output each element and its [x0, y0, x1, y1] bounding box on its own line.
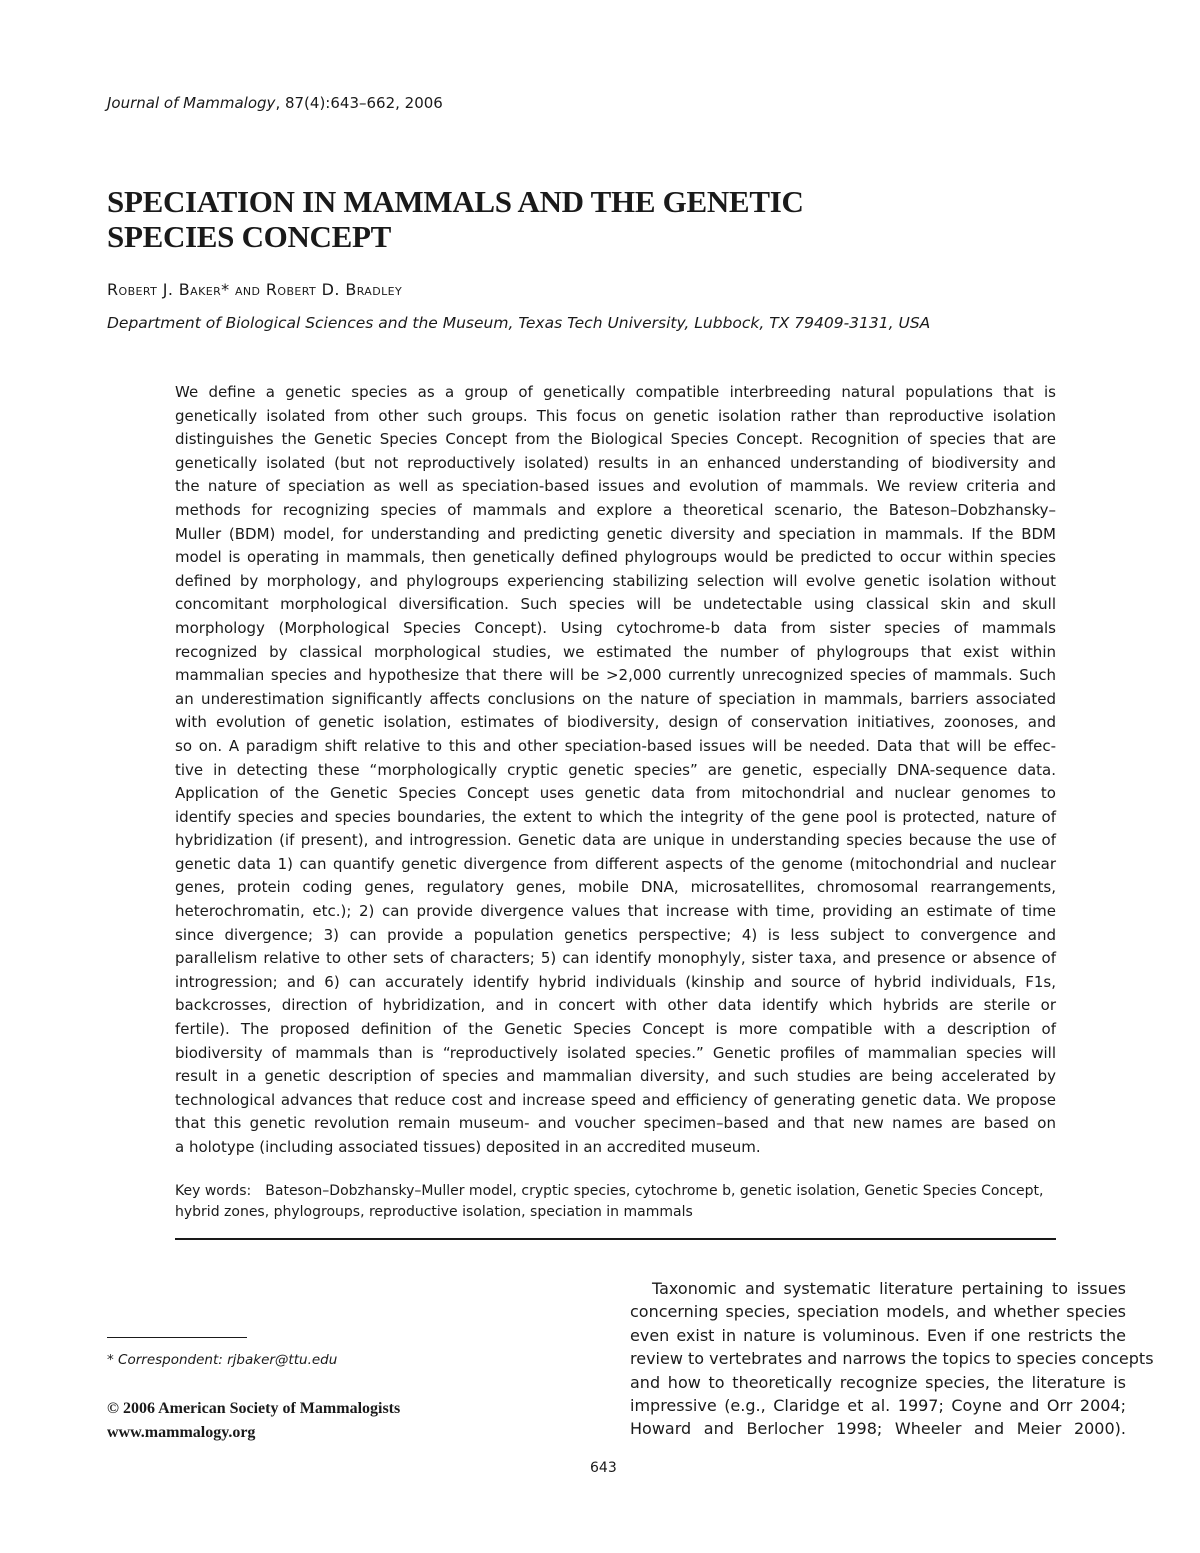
- abstract-line: mammalian species and hypothesize that there will be >2,000 currently unrecognized species of mammals. Such: [175, 666, 1056, 685]
- abstract-line: a holotype (including associated tissues) deposited in an accredited museum.: [175, 1138, 761, 1156]
- body-text-line: impressive (e.g., Claridge et al. 1997; Coyne and Orr 2004;: [630, 1395, 1126, 1415]
- body-text-line: review to vertebrates and narrows the topics to species concepts: [630, 1349, 1154, 1369]
- abstract-line: hybridization (if present), and introgression. Genetic data are unique in understanding species because the use of: [175, 831, 1056, 850]
- author-affiliation: Department of Biological Sciences and the Museum, Texas Tech University, Lubbock, TX 79409-3131, USA: [107, 314, 931, 332]
- abstract-line: so on. A paradigm shift relative to this and other speciation-based issues will be needed. Data that will be effec-: [175, 736, 1056, 755]
- author-list: Robert J. Baker* and Robert D. Bradley: [107, 280, 403, 299]
- footnote-divider: [107, 1337, 247, 1338]
- body-text-column: [630, 1277, 1154, 1441]
- abstract-line: biodiversity of mammals than is “reproductively isolated species.” Genetic profiles of mammalian species will: [175, 1043, 1056, 1062]
- keywords-text: Bateson–Dobzhansky–Muller model, cryptic species, cytochrome b, genetic isolation, Genetic Species Concept,: [265, 1183, 1044, 1199]
- abstract-line: parallelism relative to other sets of characters; 5) can identify monophyly, sister taxa, and presence or absence of: [175, 949, 1056, 968]
- abstract-line: recognized by classical morphological studies, we estimated the number of phylogroups that exist within: [175, 642, 1056, 661]
- copyright-line: © 2006 American Society of Mammalogists: [107, 1400, 401, 1417]
- abstract: [175, 381, 1056, 1160]
- abstract-line: technological advances that reduce cost and increase speed and efficiency of generating genetic data. We propose: [175, 1090, 1056, 1109]
- journal-citation: [107, 94, 443, 112]
- keywords-label: Key words:: [175, 1183, 252, 1199]
- abstract-line: since divergence; 3) can provide a population genetics perspective; 4) is less subject to convergence and: [175, 925, 1056, 944]
- abstract-line: tive in detecting these “morphologically cryptic genetic species” are genetic, especially DNA-sequence data.: [175, 760, 1056, 779]
- body-text-line: Taxonomic and systematic literature pertaining to issues: [652, 1279, 1126, 1298]
- abstract-line: result in a genetic description of species and mammalian diversity, and such studies are being accelerated by: [175, 1067, 1056, 1086]
- section-divider: [175, 1238, 1056, 1240]
- abstract-line: genetically isolated (but not reproductively isolated) results in an enhanced understanding of biodiversity and: [175, 453, 1056, 472]
- keywords-text: hybrid zones, phylogroups, reproductive isolation, speciation in mammals: [175, 1204, 693, 1220]
- page-number: 643: [590, 1460, 617, 1476]
- abstract-line: Muller (BDM) model, for understanding and predicting genetic diversity and speciation in mammals. If the BDM: [175, 524, 1056, 543]
- journal-volume-pages: , 87(4):643–662, 2006: [275, 94, 443, 112]
- abstract-line: methods for recognizing species of mammals and explore a theoretical scenario, the Bateson–Dobzhansky–: [175, 500, 1056, 519]
- abstract-line: defined by morphology, and phylogroups experiencing stabilizing selection will evolve genetic isolation without: [175, 571, 1056, 590]
- copyright-notice: [107, 1397, 400, 1445]
- keywords: [175, 1181, 1056, 1223]
- abstract-line: an underestimation significantly affects conclusions on the nature of speciation in mammals, barriers associated: [175, 689, 1056, 708]
- abstract-line: identify species and species boundaries, the extent to which the integrity of the gene pool is protected, nature of: [175, 807, 1056, 826]
- correspondent-footnote: * Correspondent: rjbaker@ttu.edu: [107, 1352, 338, 1368]
- body-text-line: concerning species, speciation models, and whether species: [630, 1302, 1126, 1322]
- abstract-line: with evolution of genetic isolation, estimates of biodiversity, design of conservation initiatives, zoonoses, and: [175, 713, 1056, 732]
- body-text-line: even exist in nature is voluminous. Even if one restricts the: [630, 1325, 1126, 1345]
- abstract-line: the nature of speciation as well as speciation-based issues and evolution of mammals. We review criteria and: [175, 477, 1056, 496]
- abstract-line: Application of the Genetic Species Concept uses genetic data from mitochondrial and nuclear genomes to: [175, 784, 1056, 803]
- abstract-line: concomitant morphological diversification. Such species will be undetectable using classical skin and skull: [175, 595, 1056, 614]
- body-text-line: and how to theoretically recognize species, the literature is: [630, 1372, 1126, 1392]
- abstract-line: backcrosses, direction of hybridization, and in concert with other data identify which hybrids are sterile or: [175, 996, 1056, 1015]
- journal-name: Journal of Mammalogy: [107, 94, 276, 112]
- abstract-line: distinguishes the Genetic Species Concept from the Biological Species Concept. Recognition of species that are: [175, 430, 1056, 449]
- abstract-line: that this genetic revolution remain museum- and voucher specimen–based and that new names are based on: [175, 1114, 1056, 1133]
- abstract-line: model is operating in mammals, then genetically defined phylogroups would be predicted to occur within species: [175, 548, 1056, 567]
- abstract-line: morphology (Morphological Species Concept). Using cytochrome-b data from sister species of mammals: [175, 618, 1056, 637]
- abstract-line: genes, protein coding genes, regulatory genes, mobile DNA, microsatellites, chromosomal rearrangements,: [175, 878, 1056, 897]
- abstract-line: genetically isolated from other such groups. This focus on genetic isolation rather than reproductive isolation: [175, 406, 1056, 425]
- article-title: [107, 184, 1007, 254]
- body-text-line: Howard and Berlocher 1998; Wheeler and Meier 2000).: [630, 1419, 1126, 1439]
- abstract-line: genetic data 1) can quantify genetic divergence from different aspects of the genome (mitochondrial and nuclear: [175, 854, 1056, 873]
- article-title-line: SPECIES CONCEPT: [107, 219, 392, 254]
- abstract-line: fertile). The proposed definition of the Genetic Species Concept is more compatible with a description of: [175, 1020, 1056, 1039]
- article-title-line: SPECIATION IN MAMMALS AND THE GENETIC: [107, 184, 804, 219]
- journal-website: www.mammalogy.org: [107, 1424, 256, 1441]
- abstract-line: We define a genetic species as a group of genetically compatible interbreeding natural populations that is: [175, 383, 1056, 401]
- abstract-line: heterochromatin, etc.); 2) can provide divergence values that increase with time, providing an estimate of time: [175, 902, 1056, 921]
- abstract-line: introgression; and 6) can accurately identify hybrid individuals (kinship and source of hybrid individuals, F1s,: [175, 972, 1056, 991]
